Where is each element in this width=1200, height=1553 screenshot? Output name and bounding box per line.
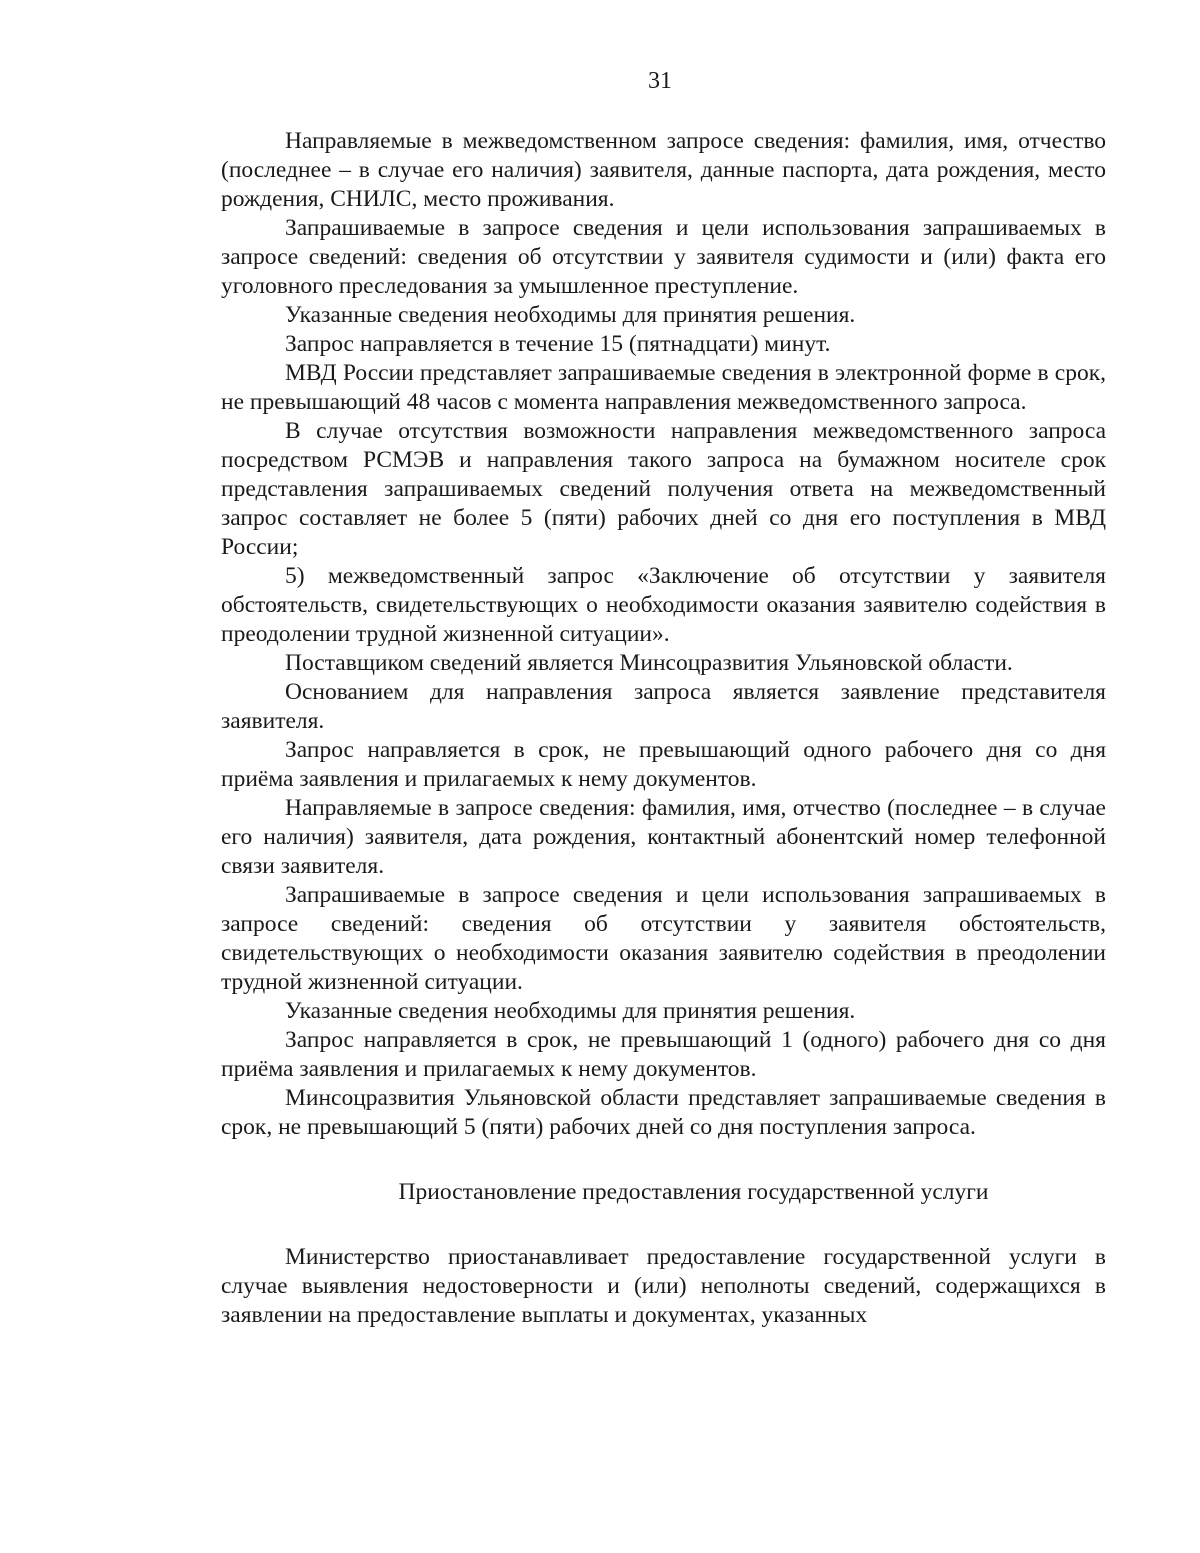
- paragraph: Минсоцразвития Ульяновской области представляет запрашиваемые сведения в срок, не превышающий 5 (пяти) рабочих дней со дня поступления запроса.: [221, 1085, 1106, 1140]
- paragraph: Запрос направляется в срок, не превышающий одного рабочего дня со дня приёма заявления и прилагаемых к нему документов.: [221, 737, 1106, 792]
- paragraph: Основанием для направления запроса является заявление представителя заявителя.: [221, 679, 1106, 734]
- paragraph: Поставщиком сведений является Минсоцразвития Ульяновской области.: [285, 650, 1013, 676]
- document-body: [221, 127, 1106, 1330]
- section-title: Приостановление предоставления государственной услуги: [398, 1179, 989, 1205]
- paragraph: Запрос направляется в срок, не превышающий 1 (одного) рабочего дня со дня приёма заявления и прилагаемых к нему документов.: [221, 1027, 1106, 1082]
- paragraph: Запрос направляется в течение 15 (пятнадцати) минут.: [285, 331, 831, 357]
- paragraph: Министерство приостанавливает предоставление государственной услуги в случае выявления недостоверности и (или) неполноты сведений, содержащихся в заявлении на предоставление выплаты и документах, указанных: [221, 1244, 1106, 1328]
- paragraph: Направляемые в межведомственном запросе сведения: фамилия, имя, отчество (последнее – в случае его наличия) заявителя, данные паспорта, дата рождения, место рождения, СНИЛС, место проживания.: [221, 128, 1106, 212]
- paragraph: Запрашиваемые в запросе сведения и цели использования запрашиваемых в запросе сведений: сведения об отсутствии у заявителя судимости и (или) факта его уголовного преследования за умышленное преступление.: [221, 215, 1106, 299]
- page-number: 31: [648, 68, 672, 94]
- paragraph: Запрашиваемые в запросе сведения и цели использования запрашиваемых в запросе сведений: сведения об отсутствии у заявителя обстоятельств, свидетельствующих о необходимости оказания заявителю содействия в преодолении трудной жизненной ситуации.: [221, 882, 1106, 995]
- paragraph: 5) межведомственный запрос «Заключение об отсутствии у заявителя обстоятельств, свидетельствующих о необходимости оказания заявителю содействия в преодолении трудной жизненной ситуации».: [221, 563, 1106, 647]
- paragraph: МВД России представляет запрашиваемые сведения в электронной форме в срок, не превышающий 48 часов с момента направления межведомственного запроса.: [221, 360, 1106, 415]
- paragraph: Направляемые в запросе сведения: фамилия, имя, отчество (последнее – в случае его наличия) заявителя, дата рождения, контактный абонентский номер телефонной связи заявителя.: [221, 795, 1106, 879]
- paragraph: В случае отсутствия возможности направления межведомственного запроса посредством РСМЭВ и направления такого запроса на бумажном носителе срок представления запрашиваемых сведений получения ответа на межведомственный запрос составляет не более 5 (пяти) рабочих дней со дня его поступления в МВД России;: [221, 418, 1106, 560]
- paragraph: Указанные сведения необходимы для принятия решения.: [285, 302, 856, 328]
- paragraph: Указанные сведения необходимы для принятия решения.: [285, 998, 856, 1024]
